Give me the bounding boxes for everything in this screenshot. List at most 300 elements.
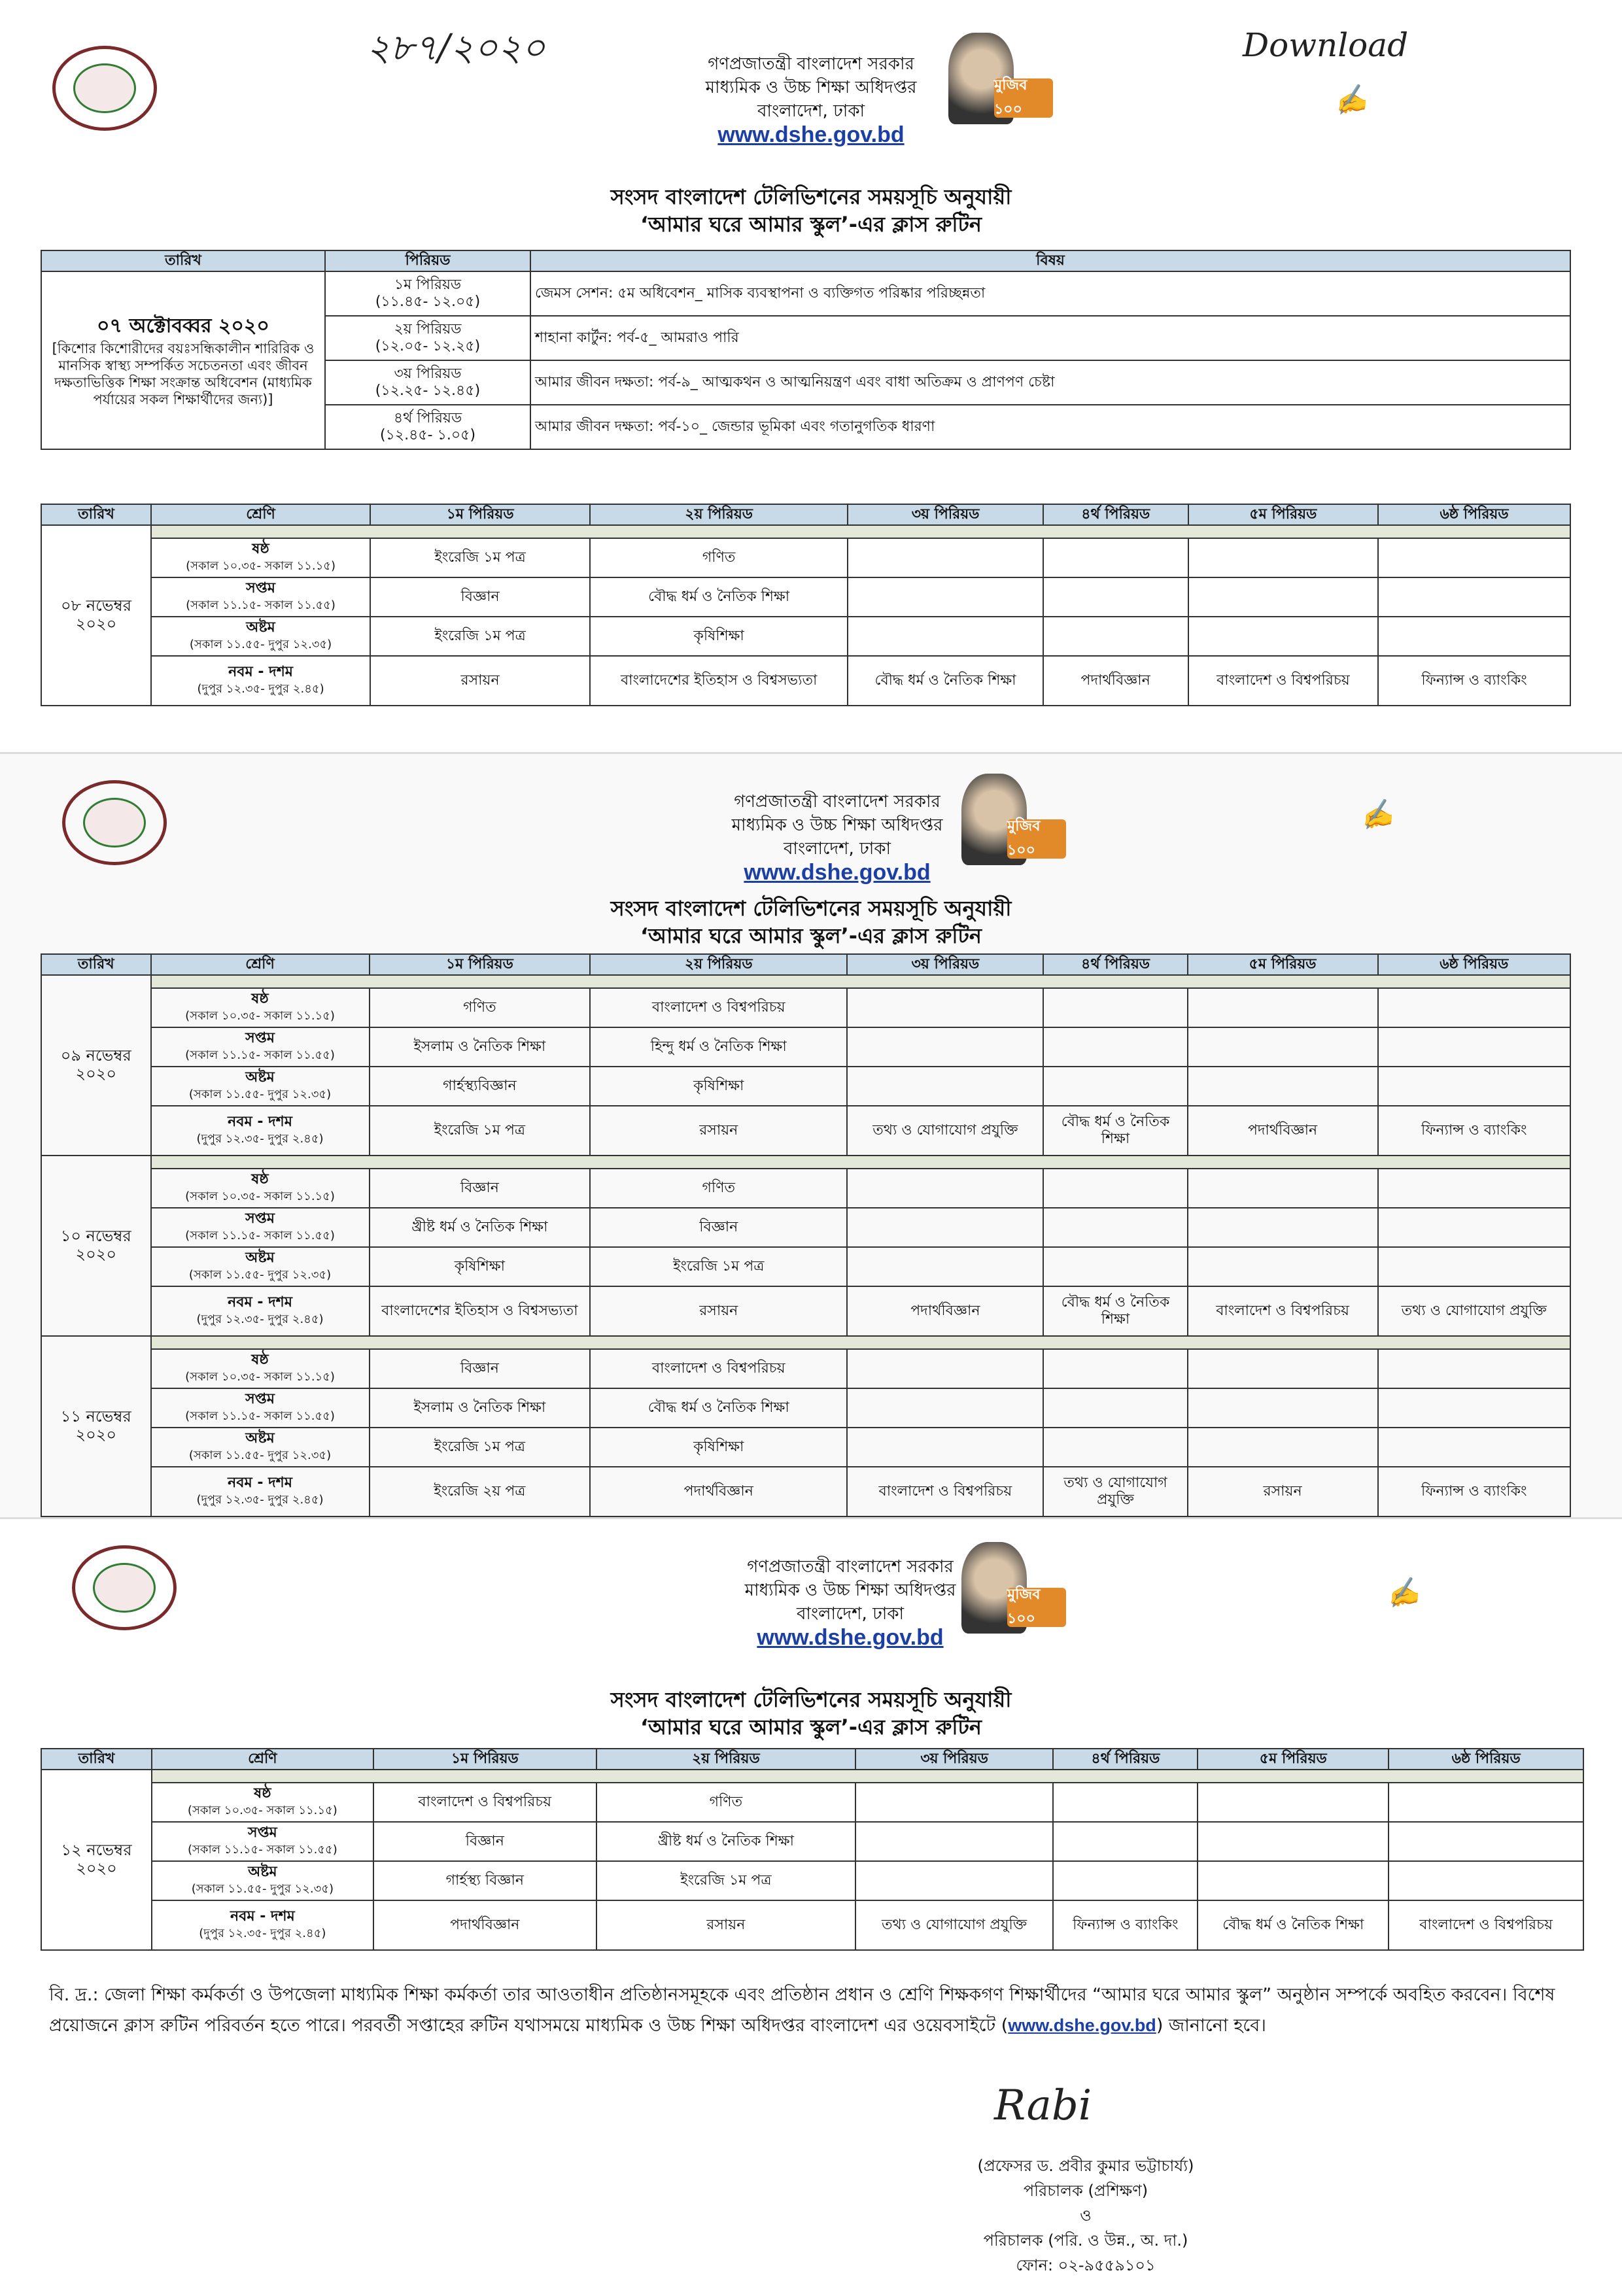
subject-cell [1378,1027,1571,1067]
table-row [41,1388,1570,1428]
period-label: ১ম পিরিয়ড [394,277,462,293]
table-row [41,1106,1570,1156]
subject-cell [1043,617,1188,656]
date-cell [41,1156,151,1336]
class-cell [151,988,370,1027]
table-row [41,1861,1583,1900]
band-cell [151,1336,1570,1349]
column-header: শ্রেণি [151,954,370,975]
handwritten-download-note: Download [1243,26,1409,64]
subject-cell: রসায়ন [590,1106,847,1156]
subject-cell: বাংলাদেশ ও বিশ্বপরিচয় [1188,656,1379,706]
subject-cell: ইসলাম ও নৈতিক শিক্ষা [370,1027,591,1067]
subject-cell: বৌদ্ধ ধর্ম ও নৈতিক শিক্ষা [848,656,1043,706]
subject-cell [847,1027,1043,1067]
subject-cell: বৌদ্ধ ধর্ম ও নৈতিক শিক্ষা [590,1388,847,1428]
subject-cell [1198,1822,1389,1861]
column-header: তারিখ [41,1749,152,1770]
subject-cell: পদার্থবিজ্ঞান [1188,1106,1378,1156]
class-name: সপ্তম [247,1825,277,1841]
band-cell [151,525,1570,538]
subject-cell [1188,1169,1378,1208]
class-name: অষ্টম [245,1430,275,1447]
title-line-2: ‘আমার ঘরে আমার স্কুল’-এর ক্লাস রুটিন [640,1715,982,1739]
class-cell [151,1067,370,1106]
date-label: ১০ নভেম্বর ২০২০ [60,1227,131,1263]
column-header: ৩য় পিরিয়ড [847,954,1043,975]
class-name: ষষ্ঠ [251,991,269,1007]
website-link[interactable]: www.dshe.gov.bd [757,1625,944,1650]
table-row [41,1428,1570,1467]
mujib-100-logo [935,33,1053,131]
table-row [41,1900,1583,1950]
subject-cell: রসায়ন [596,1900,855,1950]
period-label: ৩য় পিরিয়ড [394,366,462,382]
subject-cell [847,988,1043,1027]
subject-cell: ফিন্যান্স ও ব্যাংকিং [1378,656,1570,706]
subject-cell: ইংরেজি ১ম পত্র [370,1106,591,1156]
class-cell [152,1861,373,1900]
subject-cell: বিজ্ঞান [370,577,590,617]
subject-cell: ইংরেজি ১ম পত্র [370,538,590,577]
class-name: ষষ্ঠ [251,1171,269,1188]
subject-cell: ইসলাম ও নৈতিক শিক্ষা [370,1388,591,1428]
subject-cell [847,1388,1043,1428]
separator-row [41,1336,1570,1349]
subject-cell [1053,1822,1198,1861]
subject-cell: বাংলাদেশ ও বিশ্বপরিচয় [1389,1900,1583,1950]
column-header: তারিখ [41,504,151,525]
column-header: ৩য় পিরিয়ড [848,504,1043,525]
subject-cell: কৃষিশিক্ষা [590,617,848,656]
title-line-1: সংসদ বাংলাদেশ টেলিভিশনের সময়সূচি অনুযায়ী [610,896,1012,921]
column-header: ১ম পিরিয়ড [370,504,590,525]
signatory-and: ও [1080,2206,1092,2225]
subject-cell: ফিন্যান্স ও ব্যাংকিং [1378,1467,1571,1516]
subject-cell [1188,1428,1378,1467]
subject-cell [1188,1027,1378,1067]
date-label: ০৯ নভেম্বর ২০২০ [60,1046,131,1083]
title-line-2: ‘আমার ঘরে আমার স্কুল’-এর ক্লাস রুটিন [640,923,982,948]
subject-cell [1043,1428,1187,1467]
mujib-100-logo [948,774,1066,872]
subject-cell: কৃষিশিক্ষা [590,1067,847,1106]
initial-signature: ✍ [1383,1575,1423,1612]
class-name: সপ্তম [245,1391,275,1407]
column-header: ৪র্থ পিরিয়ড [1043,954,1187,975]
header-row [41,250,1570,271]
column-header: ১ম পিরিয়ড [373,1749,596,1770]
signatory-title-2: পরিচালক (পরি. ও উন্ন., অ. দা.) [983,2231,1188,2250]
column-header: তারিখ [41,250,325,271]
class-time: (দুপুর ১২.৩৫- দুপুর ২.৪৫) [196,1312,324,1326]
column-header: ৫ম পিরিয়ড [1198,1749,1389,1770]
subject-cell [1378,577,1570,617]
subject-cell [848,617,1043,656]
header-line-1: গণপ্রজাতন্ত্রী বাংলাদেশ সরকার [734,792,940,812]
table-row [41,656,1570,706]
class-cell [151,538,370,577]
subject-cell [1378,988,1571,1027]
mujib-logo-text: মুজিব ১০০ [994,78,1053,118]
period-cell [325,271,530,316]
subject-cell: তথ্য ও যোগাযোগ প্রযুক্তি [1378,1286,1571,1336]
band-cell [151,975,1570,988]
separator-row [41,1156,1570,1169]
column-header: তারিখ [41,954,151,975]
signatory-name: (প্রফেসর ড. প্রবীর কুমার ভট্টাচার্য্য) [977,2157,1194,2175]
subject-cell: গণিত [590,538,848,577]
period-label: ৪র্থ পিরিয়ড [393,410,462,426]
period-time: (১২.২৫- ১২.৪৫) [375,383,481,399]
signatory-title-1: পরিচালক (প্রশিক্ষণ) [1023,2182,1148,2200]
table-row [41,271,1570,316]
class-time: (দুপুর ১২.৩৫- দুপুর ২.৪৫) [197,682,324,696]
subject-cell [1188,1247,1378,1286]
special-session-table [41,250,1571,450]
title-line-1: সংসদ বাংলাদেশ টেলিভিশনের সময়সূচি অনুযায়ী [610,1687,1012,1712]
column-header: ৪র্থ পিরিয়ড [1053,1749,1198,1770]
subject-cell [1043,1349,1187,1388]
class-cell [152,1822,373,1861]
subject-cell [1043,577,1188,617]
subject-cell [1043,1208,1187,1247]
website-link[interactable]: www.dshe.gov.bd [744,860,931,885]
class-cell [151,1169,370,1208]
subject-cell [1043,1169,1187,1208]
subject-cell [1198,1783,1389,1822]
class-name: নবম - দশম [228,1475,292,1491]
period-cell [325,360,530,405]
subject-cell [847,1349,1043,1388]
table-row [41,1067,1570,1106]
period-label: ২য় পিরিয়ড [394,321,462,337]
date-cell [41,1770,152,1950]
subject-cell: বাংলাদেশ ও বিশ্বপরিচয় [590,988,847,1027]
subject-cell [855,1783,1054,1822]
period-time: (১২.৪৫- ১.০৫) [379,427,476,443]
subject-cell [1378,1388,1571,1428]
class-name: ষষ্ঠ [251,1352,269,1368]
subject-cell [1053,1783,1198,1822]
class-cell [151,1467,370,1516]
class-time: (সকাল ১০.৩৫- সকাল ১১.১৫) [185,1009,335,1023]
subject-cell: ইংরেজি ১ম পত্র [370,617,590,656]
subject-cell: পদার্থবিজ্ঞান [373,1900,596,1950]
class-time: (সকাল ১১.১৫- সকাল ১১.৫৫) [185,1229,335,1242]
class-name: অষ্টম [246,619,275,636]
subject-cell: শাহানা কার্টুন: পর্ব-৫_ আমরাও পারি [530,316,1570,360]
header-row [41,504,1570,525]
column-header: শ্রেণি [152,1749,373,1770]
subject-cell [1188,538,1379,577]
subject-cell [847,1247,1043,1286]
session-date-cell [41,271,325,449]
class-cell [151,617,370,656]
class-name: নবম - দশম [230,1908,295,1925]
table-row [41,617,1570,656]
date-cell [41,525,151,706]
class-name: নবম - দশম [228,664,293,680]
subject-cell: বাংলাদেশের ইতিহাস ও বিশ্বসভ্যতা [590,656,848,706]
period-cell [325,405,530,449]
title-line-1: সংসদ বাংলাদেশ টেলিভিশনের সময়সূচি অনুযায়ী [610,184,1012,209]
mujib-logo-text: মুজিব ১০০ [1007,1588,1066,1627]
band-cell [152,1770,1583,1783]
column-header: শ্রেণি [151,504,370,525]
column-header: ৫ম পিরিয়ড [1188,504,1379,525]
class-time: (সকাল ১০.৩৫- সকাল ১১.১৫) [185,1190,335,1203]
class-name: অষ্টম [245,1069,275,1086]
subject-cell [1378,1169,1571,1208]
class-time: (দুপুর ১২.৩৫- দুপুর ২.৪৫) [196,1493,324,1507]
subject-cell: ইংরেজি ২য় পত্র [370,1467,591,1516]
signatory-block [837,2153,1334,2278]
routine-table-nov-08 [41,504,1571,706]
date-label: ১১ নভেম্বর ২০২০ [60,1407,131,1444]
subject-cell [1043,988,1187,1027]
class-time: (সকাল ১০.৩৫- সকাল ১১.১৫) [186,559,336,573]
class-time: (সকাল ১১.১৫- সকাল ১১.৫৫) [187,1843,337,1857]
column-header: পিরিয়ড [325,250,530,271]
subject-cell: গার্হস্থ্যবিজ্ঞান [370,1067,591,1106]
subject-cell [1188,617,1379,656]
column-header: ৬ষ্ঠ পিরিয়ড [1378,954,1571,975]
class-time: (সকাল ১০.৩৫- সকাল ১১.১৫) [187,1804,337,1817]
subject-cell: বাংলাদেশ ও বিশ্বপরিচয় [847,1467,1043,1516]
date-label: ১২ নভেম্বর ২০২০ [61,1841,132,1877]
period-time: (১১.৪৫- ১২.০৫) [375,294,481,310]
routine-table-nov-09-11 [41,953,1571,1517]
column-header: ৩য় পিরিয়ড [855,1749,1054,1770]
separator-row [41,1770,1583,1783]
subject-cell: বিজ্ঞান [370,1169,591,1208]
class-name: নবম - দশম [228,1294,292,1311]
class-cell [151,1349,370,1388]
separator-row [41,525,1570,538]
subject-cell [1188,988,1378,1027]
subject-cell [847,1067,1043,1106]
subject-cell [848,538,1043,577]
page-2 [0,752,1622,1519]
handwritten-memo-number: ২৮৭/২০২০ [366,27,545,69]
header-line-3: বাংলাদেশ, ঢাকা [796,1604,905,1624]
class-time: (সকাল ১০.৩৫- সকাল ১১.১৫) [185,1370,335,1384]
subject-cell: রসায়ন [1188,1467,1378,1516]
subject-cell [847,1428,1043,1467]
subject-cell [1188,1208,1378,1247]
subject-cell: বিজ্ঞান [590,1208,847,1247]
subject-cell: গণিত [596,1783,855,1822]
class-time: (সকাল ১১.১৫- সকাল ১১.৫৫) [186,598,336,612]
website-link[interactable]: www.dshe.gov.bd [717,122,905,147]
table-row [41,1286,1570,1336]
class-name: ষষ্ঠ [252,541,269,557]
header-line-1: গণপ্রজাতন্ত্রী বাংলাদেশ সরকার [708,54,914,74]
column-header: ১ম পিরিয়ড [370,954,591,975]
director-signature: Rabi [994,2082,1092,2130]
date-cell [41,1336,151,1516]
subject-cell [1378,617,1570,656]
subject-cell [1043,1027,1187,1067]
subject-cell [847,1169,1043,1208]
subject-cell: বাংলাদেশের ইতিহাস ও বিশ্বসভ্যতা [370,1286,591,1336]
subject-cell [1198,1861,1389,1900]
subject-cell: ইংরেজি ১ম পত্র [370,1428,591,1467]
subject-cell: গার্হস্থ্য বিজ্ঞান [373,1861,596,1900]
period-time: (১২.০৫- ১২.২৫) [375,338,481,354]
class-cell [151,656,370,706]
subject-cell: ফিন্যান্স ও ব্যাংকিং [1378,1106,1571,1156]
note-tail: ) জানানো হবে। [1156,2015,1266,2036]
subject-cell: জেমস সেশন: ৫ম অধিবেশন_ মাসিক ব্যবস্থাপনা ও ব্যক্তিগত পরিষ্কার পরিচ্ছন্নতা [530,271,1570,316]
dshe-seal-logo [72,1545,177,1630]
header-line-2: মাধ্যমিক ও উচ্চ শিক্ষা অধিদপ্তর [705,78,917,97]
class-time: (সকাল ১১.১৫- সকাল ১১.৫৫) [185,1409,335,1423]
period-cell [325,316,530,360]
subject-cell: আমার জীবন দক্ষতা: পর্ব-১০_ জেন্ডার ভূমিকা এবং গতানুগতিক ধারণা [530,405,1570,449]
session-date-note: [কিশোর কিশোরীদের বয়ঃসন্ধিকালীন শারিরিক ও মানসিক স্বাস্থ্য সম্পর্কিত সচেতনতা এবং জীবন দক্ষতাভিত্তিক শিক্ষা সংক্রান্ত অধিবেশন (মাধ্যমিক পর্যায়ের সকল শিক্ষার্থীদের জন্য)] [52,341,315,407]
subject-cell: কৃষিশিক্ষা [590,1428,847,1467]
column-header: বিষয় [530,250,1570,271]
note-website-link[interactable]: www.dshe.gov.bd [1008,2015,1156,2035]
routine-title [0,183,1622,238]
class-name: নবম - দশম [228,1114,292,1130]
header-line-3: বাংলাদেশ, ঢাকা [783,839,891,859]
class-time: (সকাল ১১.৫৫- দুপুর ১২.৩৫) [189,638,332,651]
class-time: (সকাল ১১.১৫- সকাল ১১.৫৫) [185,1048,335,1062]
subject-cell: কৃষিশিক্ষা [370,1247,591,1286]
column-header: ৪র্থ পিরিয়ড [1043,504,1188,525]
header-row [41,1749,1583,1770]
subject-cell: হিন্দু ধর্ম ও নৈতিক শিক্ষা [590,1027,847,1067]
date-label: ০৮ নভেম্বর ২০২০ [60,596,131,633]
header-line-2: মাধ্যমিক ও উচ্চ শিক্ষা অধিদপ্তর [744,1581,956,1600]
signatory-phone: ফোন: ০২-৯৫৫৯১০১ [1016,2256,1156,2274]
subject-cell [1188,1067,1378,1106]
subject-cell: বাংলাদেশ ও বিশ্বপরিচয় [590,1349,847,1388]
subject-cell [1043,1247,1187,1286]
subject-cell: বৌদ্ধ ধর্ম ও নৈতিক শিক্ষা [1198,1900,1389,1950]
subject-cell [855,1822,1054,1861]
class-name: ষষ্ঠ [254,1785,271,1802]
table-row [41,1822,1583,1861]
subject-cell: তথ্য ও যোগাযোগ প্রযুক্তি [847,1106,1043,1156]
table-row [41,1467,1570,1516]
class-cell [151,1428,370,1467]
routine-title [0,895,1622,950]
subject-cell [1389,1783,1583,1822]
table-row [41,988,1570,1027]
class-cell [151,1286,370,1336]
column-header: ৬ষ্ঠ পিরিয়ড [1378,504,1570,525]
date-cell [41,975,151,1156]
initial-signature: ✍ [1357,797,1396,834]
table-row [41,577,1570,617]
subject-cell [1389,1822,1583,1861]
column-header: ২য় পিরিয়ড [590,504,848,525]
class-time: (সকাল ১১.৫৫- দুপুর ১২.৩৫) [188,1088,332,1101]
subject-cell [1378,1208,1571,1247]
class-cell [151,1388,370,1428]
column-header: ৬ষ্ঠ পিরিয়ড [1389,1749,1583,1770]
subject-cell: ইংরেজি ১ম পত্র [596,1861,855,1900]
subject-cell: তথ্য ও যোগাযোগ প্রযুক্তি [1043,1467,1187,1516]
subject-cell [1389,1861,1583,1900]
class-name: সপ্তম [246,580,275,596]
subject-cell: গণিত [370,988,591,1027]
subject-cell: বৌদ্ধ ধর্ম ও নৈতিক শিক্ষা [1043,1286,1187,1336]
table-row [41,1208,1570,1247]
subject-cell [855,1861,1054,1900]
subject-cell [1378,1247,1571,1286]
table-row [41,538,1570,577]
subject-cell: তথ্য ও যোগাযোগ প্রযুক্তি [855,1900,1054,1950]
title-line-2: ‘আমার ঘরে আমার স্কুল’-এর ক্লাস রুটিন [640,212,982,237]
class-name: অষ্টম [248,1864,277,1880]
class-time: (দুপুর ১২.৩৫- দুপুর ২.৪৫) [199,1927,326,1940]
subject-cell: খ্রীষ্ট ধর্ম ও নৈতিক শিক্ষা [370,1208,591,1247]
note-text: বি. দ্র.: জেলা শিক্ষা কর্মকর্তা ও উপজেলা মাধ্যমিক শিক্ষা কর্মকর্তা তার আওতাধীন প্রতিষ্ঠানসমূহকে এবং প্রতিষ্ঠান প্রধান ও শ্রেণি শিক্ষকগণ শিক্ষার্থীদের “আমার ঘরে আমার স্কুল” অনুষ্ঠান সম্পর্কে অবহিত করবেন। বিশেষ প্রয়োজনে ক্লাস রুটিন পরিবর্তন হতে পারে। পরবর্তী সপ্তাহের রুটিন যথাসময়ে মাধ্যমিক ও উচ্চ শিক্ষা অধিদপ্তর বাংলাদেশ এর ওয়েবসাইটে ( [49,1985,1555,2036]
subject-cell: ফিন্যান্স ও ব্যাংকিং [1053,1900,1198,1950]
header-line-2: মাধ্যমিক ও উচ্চ শিক্ষা অধিদপ্তর [731,815,943,835]
dshe-seal-logo [52,46,157,131]
class-cell [151,1247,370,1286]
page-3 [0,1517,1622,2296]
dshe-seal-logo [62,780,167,865]
subject-cell [848,577,1043,617]
class-time: (দুপুর ১২.৩৫- দুপুর ২.৪৫) [196,1132,324,1146]
subject-cell [1378,1349,1571,1388]
subject-cell [1043,538,1188,577]
special-note [49,1980,1579,2041]
subject-cell: পদার্থবিজ্ঞান [1043,656,1188,706]
class-cell [151,577,370,617]
subject-cell [1188,1388,1378,1428]
subject-cell: বিজ্ঞান [373,1822,596,1861]
session-date: ০৭ অক্টোবব্বর ২০২০ [97,315,269,337]
class-cell [152,1900,373,1950]
header-line-3: বাংলাদেশ, ঢাকা [757,101,865,121]
subject-cell: বৌদ্ধ ধর্ম ও নৈতিক শিক্ষা [1043,1106,1187,1156]
class-cell [151,1208,370,1247]
mujib-logo-text: মুজিব ১০০ [1007,819,1066,859]
subject-cell [1188,1349,1378,1388]
class-time: (সকাল ১১.৫৫- দুপুর ১২.৩৫) [188,1268,332,1282]
subject-cell [847,1208,1043,1247]
subject-cell: ইংরেজি ১ম পত্র [590,1247,847,1286]
subject-cell [1378,1428,1571,1467]
header-line-1: গণপ্রজাতন্ত্রী বাংলাদেশ সরকার [747,1557,954,1577]
subject-cell [1053,1861,1198,1900]
column-header: ২য় পিরিয়ড [596,1749,855,1770]
separator-row [41,975,1570,988]
initial-signature: ✍ [1331,82,1370,119]
table-row [41,1349,1570,1388]
column-header: ২য় পিরিয়ড [590,954,847,975]
subject-cell: রসায়ন [590,1286,847,1336]
routine-table-nov-12 [41,1748,1584,1951]
class-cell [151,1027,370,1067]
subject-cell: গণিত [590,1169,847,1208]
subject-cell [1188,577,1379,617]
table-row [41,1783,1583,1822]
subject-cell [1378,1067,1571,1106]
subject-cell: খ্রীষ্ট ধর্ম ও নৈতিক শিক্ষা [596,1822,855,1861]
class-time: (সকাল ১১.৫৫- দুপুর ১২.৩৫) [188,1448,332,1462]
subject-cell: আমার জীবন দক্ষতা: পর্ব-৯_ আত্মকথন ও আত্মনিয়ন্ত্রণ এবং বাধা অতিক্রম ও প্রাণপণ চেষ্টা [530,360,1570,405]
subject-cell: রসায়ন [370,656,590,706]
